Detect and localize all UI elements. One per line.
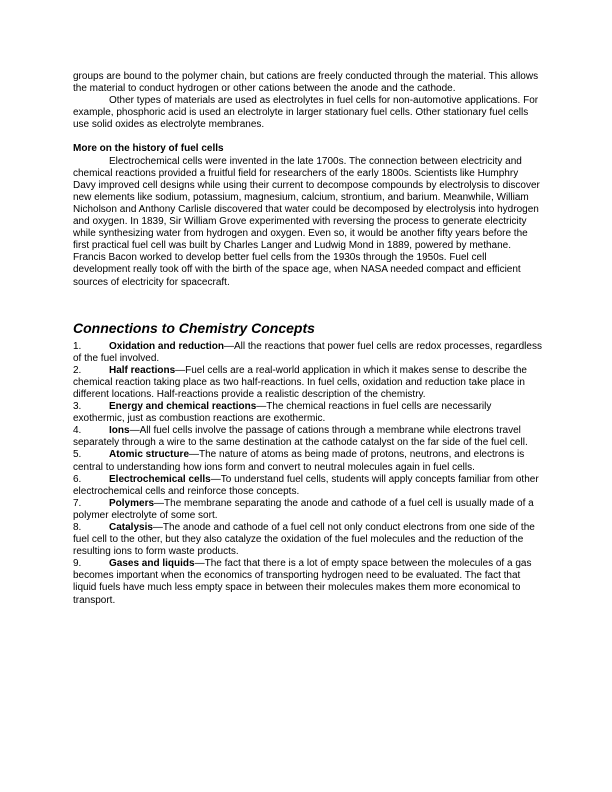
item-number: 6. <box>73 473 82 485</box>
item-term: Atomic structure <box>109 449 190 461</box>
item-number: 2. <box>73 364 82 376</box>
list-item <box>73 498 543 522</box>
list-item <box>73 449 543 473</box>
item-text: —To understand fuel cells, students will apply concepts familiar from other electrochemical cells and reinforce those concepts. <box>73 473 539 497</box>
item-term: Catalysis <box>109 522 153 533</box>
item-text: —The anode and cathode of a fuel cell not only conduct electrons from one side of the fuel cell to the other, but they also catalyze the oxidation of the fuel molecules and the reduction of the resulting ions to form waste products. <box>73 522 535 558</box>
list-item <box>73 341 543 365</box>
intro-paragraph-1: groups are bound to the polymer chain, but cations are freely conducted through the material. This allows the material to conduct hydrogen or other cations between the anode and the cathode. <box>73 71 539 95</box>
item-text: —The fact that there is a lot of empty space between the molecules of a gas becomes important when the economics of transporting hydrogen need to be evaluated. The fact that liquid fuels have much less empty space in between their molecules makes them more economical to transport. <box>73 558 532 606</box>
item-text: —All fuel cells involve the passage of cations through a membrane while electrons travel separately through a wire to the same destination at the cathode catalyst on the far side of the fuel cell. <box>73 425 528 449</box>
history-heading: More on the history of fuel cells <box>73 143 224 155</box>
item-term: Oxidation and reduction <box>109 340 225 352</box>
document-body <box>73 71 543 607</box>
item-number: 5. <box>73 449 82 461</box>
item-number: 8. <box>73 522 82 533</box>
list-item <box>73 474 543 498</box>
list-item <box>73 558 543 606</box>
item-number: 9. <box>73 558 82 570</box>
list-item <box>73 522 543 558</box>
list-item <box>73 401 543 425</box>
intro-paragraph-2: Other types of materials are used as electrolytes in fuel cells for non-automotive applications. For example, phosphoric acid is used an electrolyte in larger stationary fuel cells. Other stationary fuel cells use solid oxides as electrolyte membranes. <box>73 95 539 131</box>
item-term: Energy and chemical reactions <box>109 401 257 413</box>
item-term: Ions <box>109 425 130 437</box>
item-text: —The chemical reactions in fuel cells are necessarily exothermic, just as combustion reactions are exothermic. <box>73 401 492 425</box>
item-term: Electrochemical cells <box>109 473 211 485</box>
item-number: 4. <box>73 425 82 437</box>
item-term: Gases and liquids <box>109 558 195 570</box>
list-item <box>73 365 543 401</box>
item-number: 3. <box>73 401 82 413</box>
item-text: —All the reactions that power fuel cells are redox processes, regardless of the fuel involved. <box>73 340 542 364</box>
item-text: —Fuel cells are a real-world application in which it makes sense to describe the chemical reaction taking place as two half-reactions. In fuel cells, oxidation and reduction take place in different locations. Half-reactions provide a realistic description of the chemistry. <box>73 364 527 400</box>
item-term: Half reactions <box>109 364 176 376</box>
item-number: 7. <box>73 497 82 509</box>
item-text: —The nature of atoms as being made of protons, neutrons, and electrons is central to understanding how ions form and convert to neutral molecules again in fuel cells. <box>73 449 525 473</box>
list-item <box>73 425 543 449</box>
item-term: Polymers <box>109 497 155 509</box>
connections-heading: Connections to Chemistry Concepts <box>73 319 315 336</box>
history-paragraph: Electrochemical cells were invented in the late 1700s. The connection between electricity and chemical reactions provided a fruitful field for researchers of the early 1800s. Scientists like Humphry Davy improved cell designs while using their current to decompose compounds by electrolysis to discover new elements like sodium, potassium, magnesium, calcium, strontium, and barium. Meanwhile, William Nicholson and Anthony Carlisle discovered that water could be decomposed by electrolysis into hydrogen and oxygen. In 1839, Sir William Grove experimented with reversing the process to generate electricity while synthesizing water from hydrogen and oxygen. Even so, it would be another fifty years before the first practical fuel cell was built by Charles Langer and Ludwig Mond in 1889, powered by methane. Francis Bacon worked to develop better fuel cells from the 1930s through the 1950s. Fuel cell development really took off with the birth of the space age, when NASA needed compact and efficient sources of electricity for spacecraft. <box>73 155 540 288</box>
connections-list <box>73 341 543 607</box>
item-text: —The membrane separating the anode and cathode of a fuel cell is usually made of a polymer electrolyte of some sort. <box>73 497 534 521</box>
item-number: 1. <box>73 340 82 352</box>
